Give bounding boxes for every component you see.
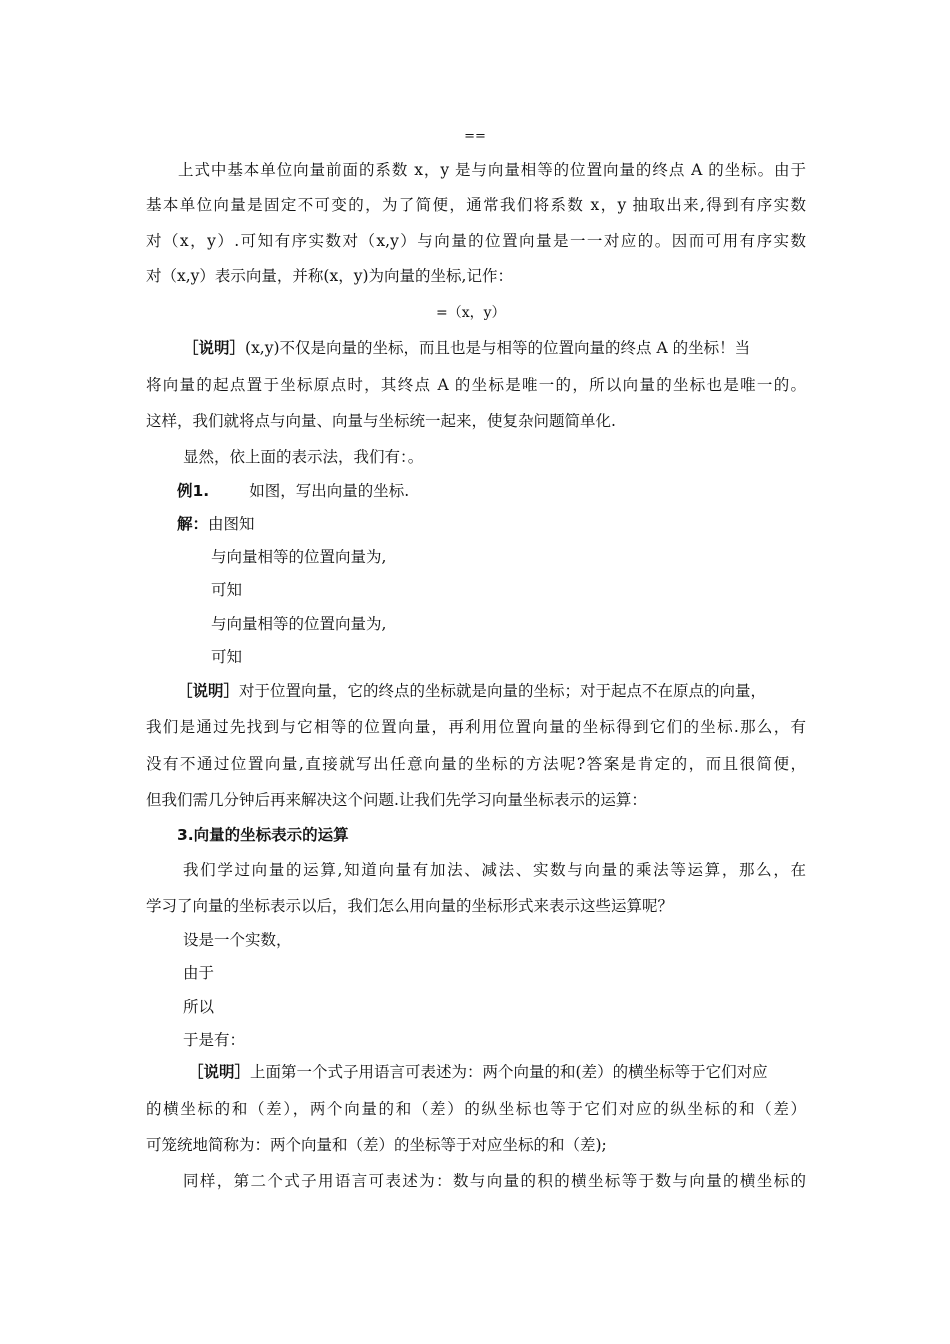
para1-line-1: 上式中基本单位向量前面的系数 x，y 是与向量相等的位置向量的终点 A 的坐标。由于 (178, 161, 806, 179)
obvious-line: 显然，依上面的表示法，我们有：。 (183, 448, 424, 466)
para3-line-1: 我们学过向量的运算,知道向量有加法、减法、实数与向量的乘法等运算，那么，在 (183, 861, 806, 879)
note3-line-2: 的横坐标的和（差），两个向量的和（差）的纵坐标也等于它们对应的纵坐标的和（差） (146, 1100, 806, 1118)
solution-step-3: 与向量相等的位置向量为, (211, 615, 387, 633)
section3-heading: 3.向量的坐标表示的运算 (177, 826, 349, 844)
para1-line-2: 基本单位向量是固定不可变的，为了简便，通常我们将系数 x，y 抽取出来,得到有序实数 (146, 196, 806, 214)
note3-line-1 (188, 1062, 768, 1082)
solution-step-4: 可知 (211, 648, 243, 666)
example1 (177, 481, 409, 501)
example1-text: 如图，写出向量的坐标. (249, 482, 410, 500)
note3-text: 上面第一个式子用语言可表述为：两个向量的和(差）的横坐标等于它们对应 (250, 1063, 768, 1081)
note1-text: (x,y)不仅是向量的坐标，而且也是与相等的位置向量的终点 A 的坐标！当 (245, 339, 751, 357)
note3-line-3: 可笼统地简称为：两个向量和（差）的坐标等于对应坐标的和（差); (146, 1136, 607, 1154)
formula-coordinates: =（x，y） (436, 305, 506, 321)
note1-line-2: 将向量的起点置于坐标原点时，其终点 A 的坐标是唯一的，所以向量的坐标也是唯一的。 (146, 376, 806, 394)
note2-line-4: 但我们需几分钟后再来解决这个问题.让我们先学习向量坐标表示的运算： (146, 791, 647, 809)
solution-label: 解： (177, 515, 209, 533)
para4-line-1: 同样，第二个式子用语言可表述为：数与向量的积的横坐标等于数与向量的横坐标的 (183, 1172, 806, 1190)
header-mark: == (464, 129, 486, 144)
note1-line-3: 这样，我们就将点与向量、向量与坐标统一起来，使复杂问题简单化. (146, 412, 616, 430)
step-so: 所以 (183, 998, 215, 1016)
step-then: 于是有： (183, 1031, 246, 1049)
solution-first: 由图知 (208, 515, 255, 533)
note1-line-1 (183, 338, 750, 358)
note1-tag: ［说明］ (183, 339, 246, 357)
note2-line-1 (177, 681, 806, 701)
step-since: 由于 (183, 964, 215, 982)
para1-line-4: 对（x,y）表示向量，并称(x，y)为向量的坐标,记作： (146, 267, 513, 285)
example1-label: 例1. (177, 482, 210, 500)
note2-line-3: 没有不通过位置向量,直接就写出任意向量的坐标的方法呢?答案是肯定的，而且很简便， (146, 755, 806, 773)
para3-line-2: 学习了向量的坐标表示以后，我们怎么用向量的坐标形式来表示这些运算呢？ (146, 897, 674, 915)
solution-step-2: 可知 (211, 581, 243, 599)
step-let: 设是一个实数， (183, 931, 292, 949)
solution-line (177, 514, 255, 534)
solution-step-1: 与向量相等的位置向量为, (211, 548, 387, 566)
note2-text: 对于位置向量，它的终点的坐标就是向量的坐标；对于起点不在原点的向量， (239, 682, 767, 700)
para1-line-3: 对（x，y）.可知有序实数对（x,y）与向量的位置向量是一一对应的。因而可用有序实数 (146, 232, 806, 250)
note2-tag: ［说明］ (177, 682, 240, 700)
note2-line-2: 我们是通过先找到与它相等的位置向量，再利用位置向量的坐标得到它们的坐标.那么，有 (146, 718, 806, 736)
note3-tag: ［说明］ (188, 1063, 251, 1081)
